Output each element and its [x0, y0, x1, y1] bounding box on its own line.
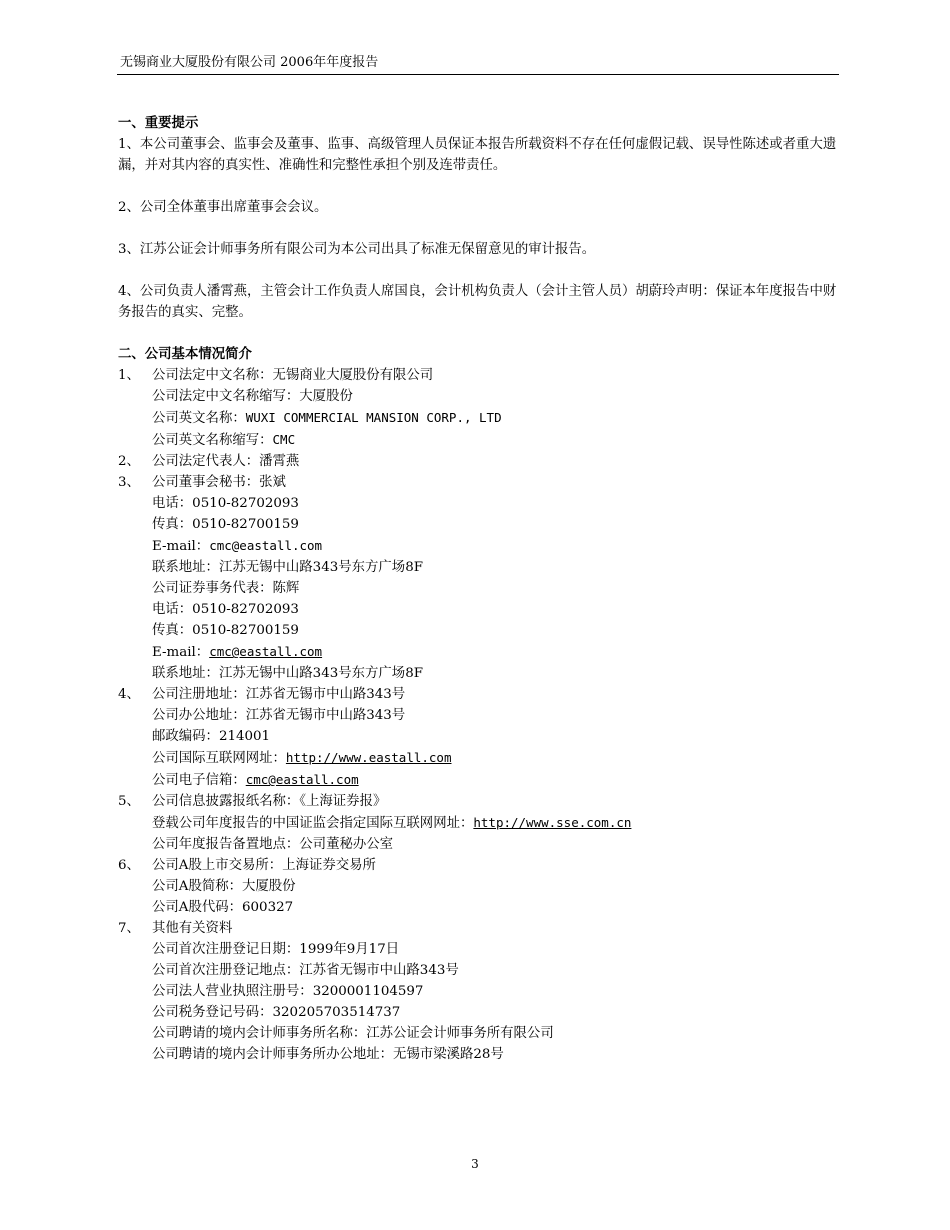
field-value: 大厦股份	[299, 389, 353, 404]
field-value: 江苏省无锡市中山路343号	[299, 963, 459, 978]
field-value: 3200001104597	[312, 984, 424, 999]
field-value: 无锡商业大厦股份有限公司	[272, 368, 434, 383]
field-value: 《上海证券报》	[299, 794, 387, 809]
field-label: 传真：	[152, 517, 193, 532]
field-label: 公司办公地址：	[152, 708, 246, 723]
field-label: 公司电子信箱：	[152, 773, 246, 788]
field-label: 联系地址：	[152, 666, 219, 681]
field-label: 电话：	[152, 602, 193, 617]
field-label: 公司聘请的境内会计师事务所办公地址：	[152, 1047, 394, 1062]
header-divider	[117, 74, 839, 75]
field-label: 联系地址：	[152, 560, 219, 575]
csrc-website-link[interactable]: http://www.sse.com.cn	[473, 815, 632, 830]
field-label: 公司证券事务代表：	[152, 581, 273, 596]
report-content	[118, 113, 840, 1065]
field-value: 大厦股份	[242, 879, 296, 894]
page-number: 3	[471, 1157, 479, 1171]
email-value: cmc@eastall.com	[209, 538, 323, 553]
profile-item	[118, 365, 840, 386]
field-value: WUXI COMMERCIAL MANSION CORP., LTD	[245, 410, 502, 425]
item-number: 5、	[118, 794, 140, 809]
field-value: 320205703514737	[272, 1005, 401, 1020]
field-value: CMC	[272, 432, 296, 447]
field-label: 公司A股简称：	[152, 879, 243, 894]
field-value: 600327	[242, 900, 294, 915]
notice-paragraph: 3、江苏公证会计师事务所有限公司为本公司出具了标准无保留意见的审计报告。	[118, 242, 596, 257]
field-value: 江苏公证会计师事务所有限公司	[366, 1026, 554, 1041]
field-label: E-mail：	[152, 645, 210, 660]
field-label: 公司年度报告备置地点：	[152, 837, 300, 852]
field-label: 公司法定中文名称缩写：	[152, 389, 300, 404]
item-number: 6、	[118, 858, 140, 873]
item-number: 4、	[118, 687, 140, 702]
field-label: 公司税务登记号码：	[152, 1005, 273, 1020]
notice-paragraph: 2、公司全体董事出席董事会会议。	[118, 200, 328, 215]
field-label: 公司首次注册登记地点：	[152, 963, 300, 978]
section-heading-important-notice: 一、重要提示	[118, 115, 199, 131]
field-label: 登载公司年度报告的中国证监会指定国际互联网网址：	[152, 816, 474, 831]
field-value: 上海证券交易所	[282, 858, 376, 873]
field-label: E-mail：	[152, 539, 210, 554]
field-label: 公司注册地址：	[152, 687, 246, 702]
profile-item	[118, 855, 840, 876]
field-label: 公司首次注册登记日期：	[152, 942, 300, 957]
field-value: 0510-82700159	[192, 517, 299, 532]
field-value: 214001	[218, 729, 271, 744]
field-label: 公司聘请的境内会计师事务所名称：	[152, 1026, 367, 1041]
field-value: 张斌	[259, 475, 286, 490]
field-value: 江苏省无锡市中山路343号	[245, 708, 406, 723]
field-label: 公司英文名称：	[152, 411, 246, 426]
field-label: 公司法定代表人：	[152, 454, 260, 469]
profile-item	[118, 684, 840, 705]
field-label: 电话：	[152, 496, 193, 511]
item-number: 2、	[118, 454, 140, 469]
field-value: 潘霄燕	[259, 454, 300, 469]
field-value: 江苏省无锡市中山路343号	[245, 687, 406, 702]
field-label: 公司国际互联网网址：	[152, 751, 286, 766]
field-label: 公司董事会秘书：	[152, 475, 260, 490]
notice-paragraph: 1、本公司董事会、监事会及董事、监事、高级管理人员保证本报告所载资料不存在任何虚假记载、误导性陈述或者重大遗漏，并对其内容的真实性、准确性和完整性承担个别及连带责任。	[118, 137, 837, 173]
field-value: 0510-82700159	[192, 623, 299, 638]
field-label: 公司信息披露报纸名称：	[152, 794, 300, 809]
item-number: 7、	[118, 921, 140, 936]
field-label: 公司A股上市交易所：	[152, 858, 283, 873]
page-header: 无锡商业大厦股份有限公司 2006年年度报告	[120, 55, 379, 70]
field-label: 公司法定中文名称：	[152, 368, 273, 383]
field-label: 邮政编码：	[152, 729, 219, 744]
field-label: 公司法人营业执照注册号：	[152, 984, 313, 999]
section-heading-company-profile: 二、公司基本情况简介	[118, 346, 252, 362]
field-value: 江苏无锡中山路343号东方广场8F	[218, 666, 424, 681]
field-value: 0510-82702093	[192, 602, 299, 617]
field-value: 1999年9月17日	[299, 942, 400, 957]
field-value: 公司董秘办公室	[299, 837, 394, 852]
profile-item	[118, 791, 840, 812]
field-label: 其他有关资料	[152, 921, 233, 936]
item-number: 1、	[118, 368, 140, 383]
field-value: 0510-82702093	[192, 496, 299, 511]
field-value: 江苏无锡中山路343号东方广场8F	[218, 560, 424, 575]
email-link[interactable]: cmc@eastall.com	[245, 772, 359, 787]
field-value: 陈辉	[272, 581, 300, 596]
field-value: 无锡市梁溪路28号	[393, 1047, 504, 1062]
profile-item	[118, 918, 840, 939]
field-label: 公司A股代码：	[152, 900, 243, 915]
field-label: 公司英文名称缩写：	[152, 433, 273, 448]
profile-item	[118, 451, 840, 472]
item-number: 3、	[118, 475, 140, 490]
field-label: 传真：	[152, 623, 193, 638]
profile-item	[118, 472, 840, 493]
website-link[interactable]: http://www.eastall.com	[285, 750, 452, 765]
notice-paragraph: 4、公司负责人潘霄燕，主管会计工作负责人席国良，会计机构负责人（会计主管人员）胡蔚玲声明：保证本年度报告中财务报告的真实、完整。	[118, 284, 837, 320]
email-link[interactable]: cmc@eastall.com	[209, 644, 323, 659]
